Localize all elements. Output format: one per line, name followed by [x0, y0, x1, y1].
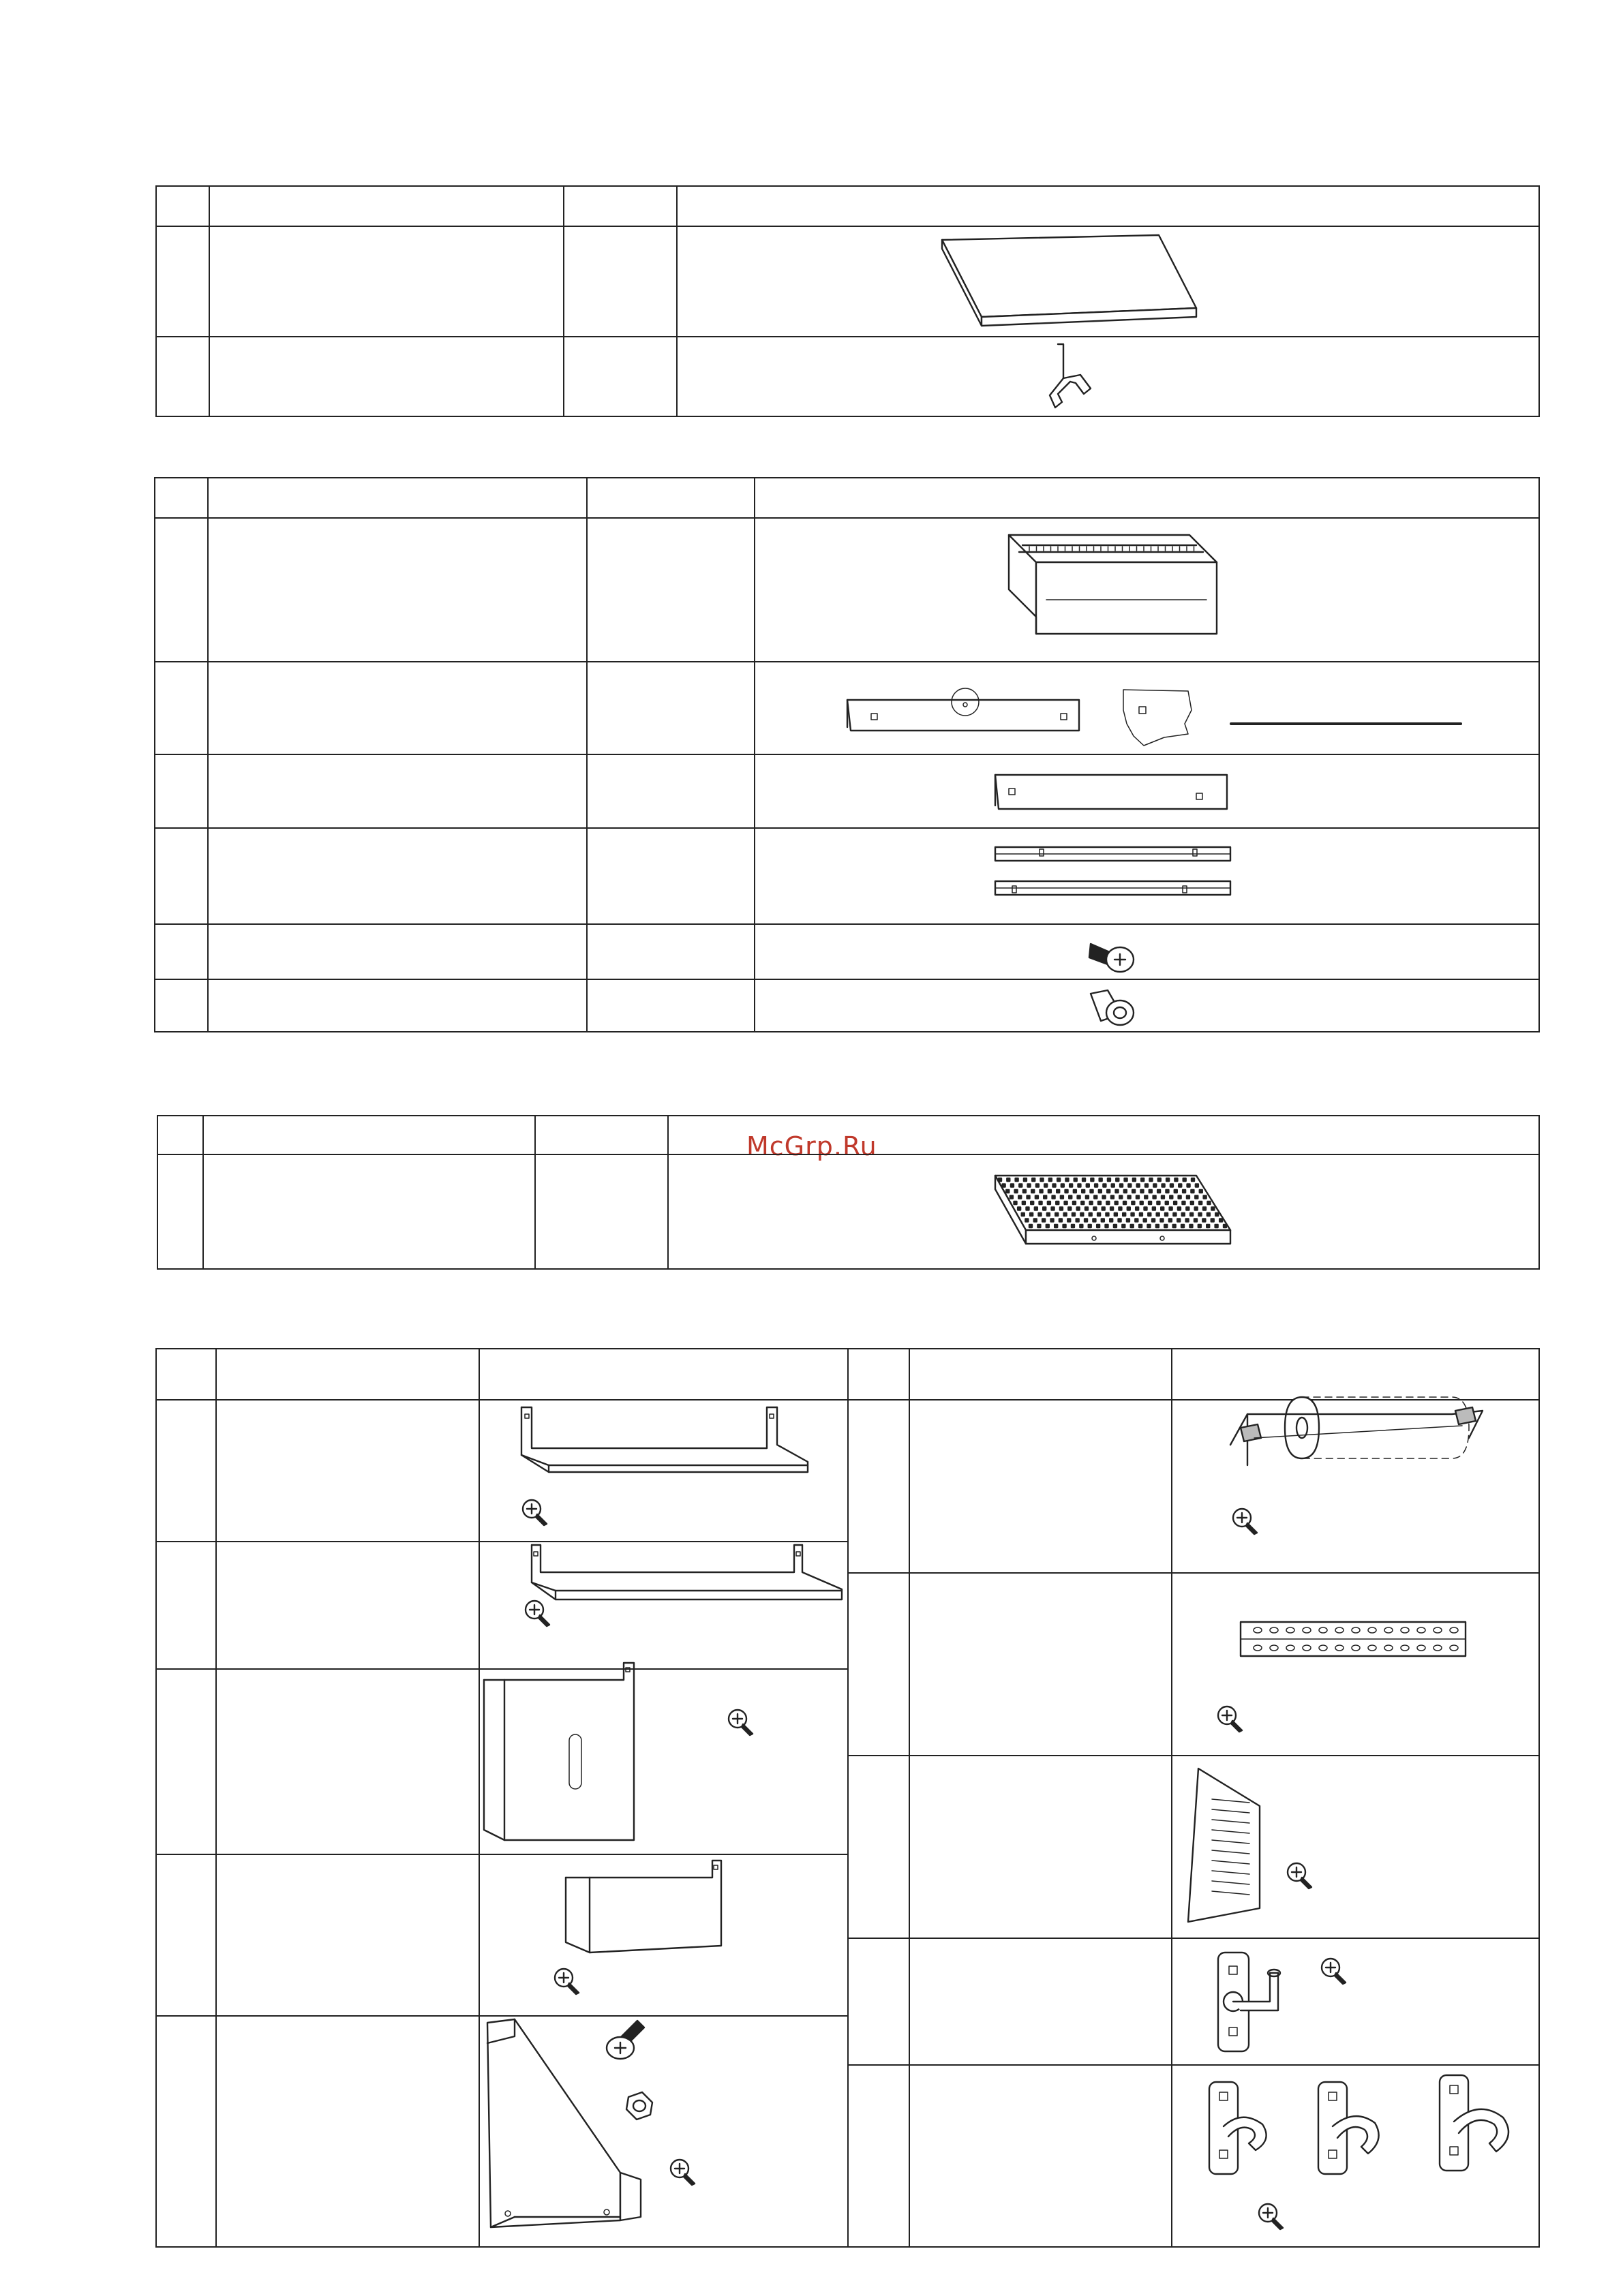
table-row [155, 754, 1538, 755]
wrench-rack-illustration [1185, 1765, 1266, 1929]
screw-icon [1212, 1700, 1246, 1734]
screw-icon [549, 1963, 583, 1997]
table-row [155, 979, 1538, 980]
screw-icon [1227, 1503, 1261, 1537]
screw-icon [665, 2154, 699, 2188]
table-row [155, 827, 1538, 829]
small-bin-illustration [562, 1857, 746, 1959]
pipe-clip-2-illustration [1310, 2075, 1392, 2184]
screw-icon [1253, 2198, 1287, 2232]
screw-icon [519, 1595, 553, 1629]
shelf-board-illustration [941, 232, 1200, 327]
pipe-clip-1-illustration [1201, 2075, 1283, 2184]
nut-icon [622, 2089, 656, 2123]
tool-tray-small-illustration [528, 1542, 849, 1617]
document-holder-illustration [481, 1659, 658, 1847]
parts-table-1 [155, 185, 1540, 417]
bolt-illustration [1087, 934, 1138, 975]
table-row [158, 1154, 1538, 1155]
perforated-shelf-illustration [992, 1169, 1237, 1257]
bolt-icon [600, 2017, 648, 2065]
shelf-bracket-illustration [1043, 341, 1097, 409]
parts-table-2 [154, 477, 1540, 1032]
screwdriver-rack-illustration [1237, 1615, 1469, 1670]
paper-roll-holder-illustration [1227, 1383, 1486, 1493]
screw-icon [1281, 1857, 1316, 1891]
drawer-illustration [1005, 532, 1224, 647]
table-row [155, 661, 1538, 662]
screw-icon [723, 1704, 757, 1738]
drawer-back-bar-illustration [992, 771, 1230, 816]
drawer-slide-rails-illustration [992, 844, 1237, 912]
table-row [157, 336, 1538, 337]
watermark-text: McGrp.Ru [746, 1131, 877, 1161]
screw-icon [517, 1494, 551, 1528]
table-row [157, 226, 1538, 227]
table-row [155, 517, 1538, 519]
table-row [155, 923, 1538, 925]
parts-table-3 [157, 1115, 1540, 1270]
screw-icon [1316, 1953, 1350, 1987]
sleeve-nut-illustration [1087, 987, 1138, 1028]
tool-tray-large-illustration [518, 1404, 818, 1486]
drawer-front-bar-illustration [844, 683, 1471, 751]
pipe-clip-3-illustration [1431, 2068, 1527, 2184]
single-hook-illustration [1210, 1946, 1292, 2058]
